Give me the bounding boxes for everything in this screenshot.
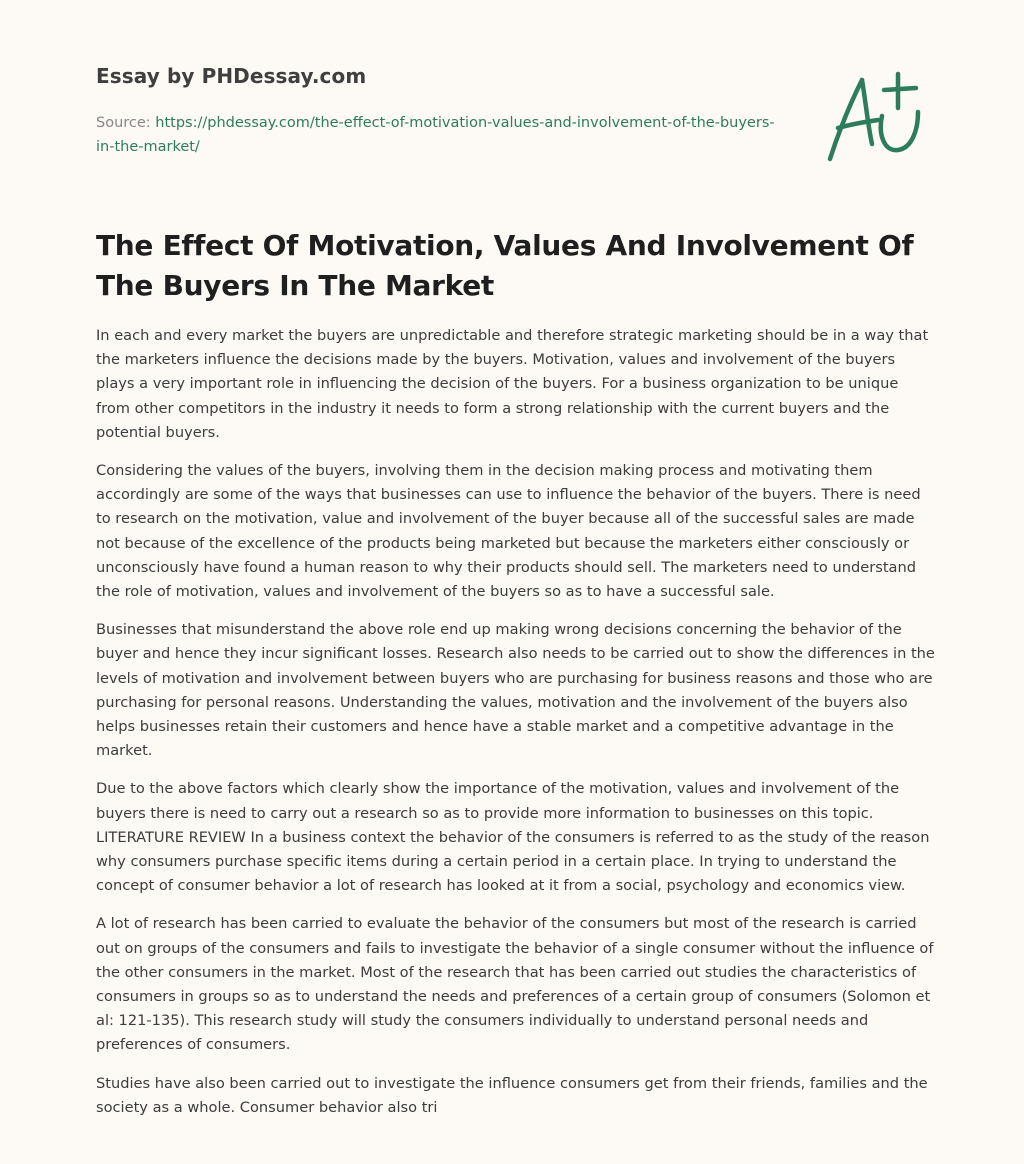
source-line (96, 111, 776, 159)
a-plus-grade-logo-icon (820, 64, 930, 164)
article-paragraph: In each and every market the buyers are unpredictable and therefore strategic marketing should be in a way that the marketers influence the decisions made by the buyers. Motivation, values and involvement of the buyers plays a very important role in influencing the decision of the buyers. For a business organization to be unique from other competitors in the industry it needs to form a strong relationship with the current buyers and the potential buyers. (96, 327, 929, 441)
article-paragraph: A lot of research has been carried to evaluate the behavior of the consumers but most of the research is carried out on groups of the consumers and fails to investigate the behavior of a single consumer without the influence of the other consumers in the market. Most of the research that has been carried out studies the characteristics of consumers in groups so as to understand the needs and preferences of a certain group of consumers (Solomon et al: 121-135). This research study will study the consumers individually to understand personal needs and preferences of consumers. (96, 915, 934, 1054)
article-paragraph: Studies have also been carried out to investigate the influence consumers get from their friends, families and the society as a whole. Consumer behavior also tri (96, 1074, 928, 1116)
article-paragraph: Considering the values of the buyers, involving them in the decision making process and motivating them accordingly are some of the ways that businesses can use to influence the behavior of the buyers. There is need to research on the motivation, value and involvement of the buyer because all of the successful sales are made not because of the excellence of the products being marketed but because the marketers either consciously or unconsciously have found a human reason to why their products should sell. The marketers need to understand the role of motivation, values and involvement of the buyers so as to have a successful sale. (96, 462, 921, 601)
article-body (96, 324, 936, 1134)
article-paragraph: Businesses that misunderstand the above role end up making wrong decisions concerning the behavior of the buyer and hence they incur significant losses. Research also needs to be carried out to show the differences in the levels of motivation and involvement between buyers who are purchasing for business reasons and those who are purchasing for personal reasons. Understanding the values, motivation and the involvement of the buyers also helps businesses retain their customers and hence have a stable market and a competitive advantage in the market. (96, 621, 935, 760)
source-link[interactable]: https://phdessay.com/the-effect-of-motivation-values-and-involvement-of-the-buyers-in-the-market/ (96, 115, 775, 155)
article-paragraph: Due to the above factors which clearly show the importance of the motivation, values and involvement of the buyers there is need to carry out a research so as to provide more information to businesses on this topic. LITERATURE REVIEW In a business context the behavior of the consumers is referred to as the study of the reason why consumers purchase specific items during a certain period in a certain place. In trying to understand the concept of consumer behavior a lot of research has looked at it from a social, psychology and economics view. (96, 780, 930, 895)
site-brand: Essay by PHDessay.com (96, 64, 367, 88)
article-title: The Effect Of Motivation, Values And Involvement Of The Buyers In The Market (96, 229, 914, 302)
source-label: Source: (96, 115, 151, 131)
